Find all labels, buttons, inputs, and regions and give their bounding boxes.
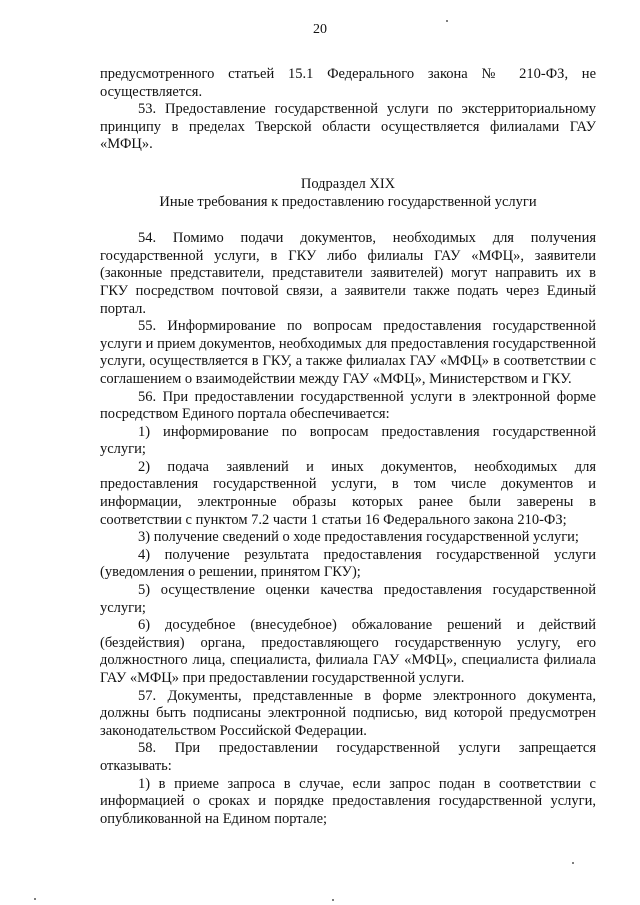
list-item-56-1: 1) информирование по вопросам предоставления государственной услуги;	[100, 423, 596, 458]
list-item-56-3: 3) получение сведений о ходе предоставления государственной услуги;	[138, 529, 579, 546]
scan-speck	[332, 899, 334, 901]
paragraph-continuation: предусмотренного статьей 15.1 Федерального закона № 210-ФЗ, не осуществляется.	[100, 66, 596, 100]
list-item-58-1: 1) в приеме запроса в случае, если запрос подан в соответствии с информацией о сроках и порядке предоставления государственной услуги, опубликованной на Едином портале;	[100, 775, 596, 827]
paragraph-55: 55. Информирование по вопросам предоставления государственной услуги и прием документов, необходимых для предоставления государственной услуги, осуществляется в ГКУ, а также филиалах ГАУ «МФЦ» в соответствии с соглашением о взаимодействии между ГАУ «МФЦ», Министерством и ГКУ.	[100, 318, 596, 387]
list-item-56-5: 5) осуществление оценки качества предоставления государственной услуги;	[100, 582, 596, 616]
list-item-56-2: 2) подача заявлений и иных документов, необходимых для предоставления государственной услуги, в том числе документов и информации, электронные образы которых ранее были заверены в соответствии с пунктом 7.2 части 1 статьи 16 Федерального закона 210-ФЗ;	[100, 458, 596, 528]
list-item-56-6: 6) досудебное (внесудебное) обжалование решений и действий (бездействия) органа, предоставляющего государственную услугу, его должностного лица, специалиста, филиала ГАУ «МФЦ», специалиста филиала ГАУ «МФЦ» при предоставлении государственной услуги.	[100, 617, 596, 686]
subsection-title: Подраздел XIX	[300, 175, 396, 192]
paragraph-54: 54. Помимо подачи документов, необходимых для получения государственной услуги, в ГКУ либо филиалы ГАУ «МФЦ», заявители (законные представители, представители заявителей) могут направить их в ГКУ посредством почтовой связи, а заявители также подать через Единый портал.	[100, 230, 596, 317]
paragraph-53: 53. Предоставление государственной услуги по экстерриториальному принципу в пределах Тверской области осуществляется филиалами ГАУ «МФЦ».	[100, 101, 596, 153]
paragraph-58: 58. При предоставлении государственной услуги запрещается отказывать:	[100, 740, 596, 774]
list-item-56-4: 4) получение результата предоставления государственной услуги (уведомления о решении, принятом ГКУ);	[100, 546, 596, 581]
subsection-subtitle: Иные требования к предоставлению государственной услуги	[159, 193, 537, 210]
scan-speck	[572, 862, 574, 864]
scan-speck	[34, 898, 36, 900]
paragraph-56: 56. При предоставлении государственной услуги в электронной форме посредством Единого портала обеспечивается:	[100, 388, 596, 423]
document-body	[100, 66, 596, 828]
scan-speck	[446, 20, 448, 22]
paragraph-57: 57. Документы, представленные в форме электронного документа, должны быть подписаны электронной подписью, вид которой предусмотрен законодательством Российской Федерации.	[100, 687, 596, 739]
page-number: 20	[313, 22, 327, 37]
